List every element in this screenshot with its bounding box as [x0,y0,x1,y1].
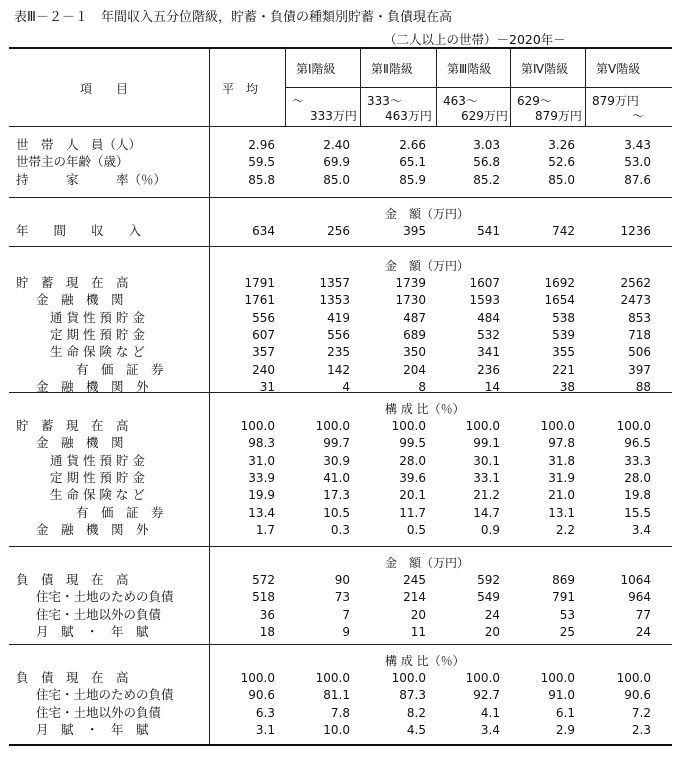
value-cell: 18 [259,624,275,639]
value-cell: 10.5 [323,505,350,520]
value-cell: 33.9 [248,470,275,485]
value-cell: 0.5 [406,522,426,537]
value-cell: 30.9 [323,453,350,468]
class-range-bottom-1: 333万円 [310,109,357,123]
row-label: 住宅・土地のための負債 [36,687,174,703]
value-cell: 39.6 [399,470,426,485]
class-range-bottom-2: 463万円 [385,109,432,123]
value-cell: 1739 [395,276,426,290]
class-header-5: 第Ⅴ階級 [596,62,641,76]
row-label: 金 融 機 関 [36,292,124,308]
value-cell: 245 [403,573,426,587]
value-cell: 742 [552,224,575,238]
value-cell: 689 [403,327,426,342]
value-cell: 484 [477,310,500,325]
value-cell: 2473 [620,293,651,308]
value-cell: 81.1 [323,688,350,703]
class-range-top-1: ～ [292,94,305,108]
row-label: 住宅・土地のための負債 [36,589,174,605]
value-cell: 240 [252,362,275,377]
class-range-top-4: 629～ [517,94,552,108]
value-cell: 65.1 [399,155,426,170]
value-cell: 592 [477,573,500,587]
value-cell: 100.0 [240,671,275,685]
value-cell: 14 [484,379,500,394]
value-cell: 77 [635,607,651,622]
value-cell: 88 [635,379,651,394]
value-cell: 3.1 [255,722,275,737]
value-cell: 791 [552,590,575,605]
value-cell: 100.0 [540,671,575,685]
row-label: 金 融 機 関 [36,435,124,451]
row-label: 生 命 保 険 な ど [50,487,145,503]
value-cell: 964 [628,590,651,605]
value-cell: 572 [252,573,275,587]
row-label: 月 賦 ・ 年 賦 [36,623,149,639]
value-cell: 15.5 [624,505,651,520]
value-cell: 87.3 [399,688,426,703]
value-cell: 4 [342,379,350,394]
value-cell: 2.96 [248,138,275,152]
value-cell: 419 [327,310,350,325]
value-cell: 21.2 [473,488,500,503]
value-cell: 85.0 [323,172,350,187]
value-cell: 8.2 [406,705,426,720]
class-range-bottom-5: ～ [632,109,645,123]
value-cell: 85.8 [248,172,275,187]
value-cell: 395 [403,224,426,238]
value-cell: 90.6 [624,688,651,703]
value-cell: 41.0 [323,470,350,485]
value-cell: 92.7 [473,688,500,703]
value-cell: 2562 [620,276,651,290]
value-cell: 19.8 [624,488,651,503]
row-label: 月 賦 ・ 年 賦 [36,721,149,737]
value-cell: 100.0 [616,671,651,685]
value-cell: 100.0 [465,671,500,685]
value-cell: 100.0 [240,419,275,433]
value-cell: 355 [552,345,575,360]
value-cell: 53.0 [624,155,651,170]
value-cell: 1692 [544,276,575,290]
value-cell: 214 [403,590,426,605]
value-cell: 1730 [395,293,426,308]
row-label: 通 貨 性 預 貯 金 [50,309,145,325]
section-unit-label: 構 成 比（％） [385,654,465,668]
value-cell: 1607 [469,276,500,290]
value-cell: 541 [477,224,500,238]
value-cell: 56.8 [473,155,500,170]
row-label: 世帯主の年齢（歳） [16,154,129,170]
value-cell: 3.03 [473,138,500,152]
value-cell: 31.8 [548,453,575,468]
value-cell: 9 [342,624,350,639]
section-unit-label: 金 額（万円） [385,207,470,221]
row-label: 貯 蓄 現 在 高 [16,418,129,433]
value-cell: 235 [327,345,350,360]
value-cell: 20.1 [399,488,426,503]
value-cell: 33.3 [624,453,651,468]
row-label: 定 期 性 預 貯 金 [50,469,145,485]
value-cell: 90.6 [248,688,275,703]
value-cell: 59.5 [248,155,275,170]
value-cell: 3.4 [480,722,500,737]
value-cell: 20 [410,607,426,622]
value-cell: 1791 [244,276,275,290]
value-cell: 100.0 [616,419,651,433]
value-cell: 539 [552,327,575,342]
value-cell: 21.0 [548,488,575,503]
value-cell: 7.8 [330,705,350,720]
value-cell: 91.0 [548,688,575,703]
value-cell: 11.7 [399,505,426,520]
value-cell: 221 [552,362,575,377]
value-cell: 20 [484,624,500,639]
class-range-top-5: 879万円 [592,94,639,108]
value-cell: 1353 [319,293,350,308]
value-cell: 718 [628,327,651,342]
value-cell: 487 [403,310,426,325]
value-cell: 2.2 [555,522,575,537]
value-cell: 397 [628,362,651,377]
value-cell: 96.5 [624,436,651,451]
value-cell: 869 [552,573,575,587]
top-rule [9,47,672,49]
section-separator [9,644,672,645]
value-cell: 25 [559,624,575,639]
row-label: 住宅・土地以外の負債 [36,704,162,720]
table-title: 表Ⅲ－２－１ 年間収入五分位階級，貯蓄・負債の種類別貯蓄・負債現在高 [14,10,452,25]
value-cell: 28.0 [399,453,426,468]
value-cell: 1357 [319,276,350,290]
value-cell: 4.5 [406,722,426,737]
value-cell: 13.4 [248,505,275,520]
value-cell: 31.9 [548,470,575,485]
value-cell: 33.1 [473,470,500,485]
value-cell: 24 [635,624,651,639]
value-cell: 28.0 [624,470,651,485]
value-cell: 69.9 [323,155,350,170]
value-cell: 607 [252,327,275,342]
value-cell: 556 [327,327,350,342]
value-cell: 100.0 [391,419,426,433]
row-label: 定 期 性 預 貯 金 [50,326,145,342]
section-separator [9,197,672,198]
value-cell: 142 [327,362,350,377]
value-cell: 8 [418,379,426,394]
value-cell: 853 [628,310,651,325]
value-cell: 36 [259,607,275,622]
value-cell: 350 [403,345,426,360]
value-cell: 19.9 [248,488,275,503]
section-unit-label: 金 額（万円） [385,556,470,570]
row-label: 負 債 現 在 高 [16,670,129,685]
value-cell: 11 [410,624,426,639]
value-cell: 3.4 [631,522,651,537]
class-header-midline [285,87,672,88]
value-cell: 6.3 [255,705,275,720]
header-bottom-rule [9,126,672,127]
value-cell: 73 [334,590,350,605]
class-range-top-2: 333～ [367,94,402,108]
value-cell: 1236 [620,224,651,238]
row-label: 有 価 証 券 [76,361,164,377]
value-cell: 10.0 [323,722,350,737]
value-cell: 38 [559,379,575,394]
value-cell: 341 [477,345,500,360]
value-cell: 100.0 [465,419,500,433]
value-cell: 97.8 [548,436,575,451]
value-cell: 99.7 [323,436,350,451]
average-header: 平 均 [222,82,259,96]
value-cell: 256 [327,224,350,238]
value-cell: 1064 [620,573,651,587]
value-cell: 90 [334,573,350,587]
class-header-3: 第Ⅲ階級 [447,62,492,76]
value-cell: 31 [259,379,275,394]
value-cell: 1.7 [255,522,275,537]
section-separator [9,546,672,547]
row-label: 金 融 機 関 外 [36,378,149,394]
row-label: 通 貨 性 預 貯 金 [50,452,145,468]
value-cell: 236 [477,362,500,377]
row-label: 世 帯 人 員（人） [16,137,142,152]
value-cell: 3.26 [548,138,575,152]
row-label: 年 間 収 入 [16,223,142,238]
value-cell: 357 [252,345,275,360]
value-cell: 2.9 [555,722,575,737]
value-cell: 506 [628,345,651,360]
item-column-divider [209,47,210,744]
value-cell: 7.2 [631,705,651,720]
value-cell: 99.5 [399,436,426,451]
value-cell: 14.7 [473,505,500,520]
value-cell: 100.0 [391,671,426,685]
row-label: 有 価 証 券 [76,504,164,520]
class-range-top-3: 463～ [443,94,478,108]
value-cell: 204 [403,362,426,377]
value-cell: 85.2 [473,172,500,187]
class-header-2: 第Ⅱ階級 [371,62,413,76]
value-cell: 52.6 [548,155,575,170]
table-subtitle: （二人以上の世帯）－2020年－ [384,32,566,47]
value-cell: 4.1 [480,705,500,720]
row-label: 生 命 保 険 な ど [50,344,145,360]
value-cell: 538 [552,310,575,325]
value-cell: 53 [559,607,575,622]
class-header-4: 第Ⅳ階級 [521,62,569,76]
value-cell: 3.43 [624,138,651,152]
value-cell: 99.1 [473,436,500,451]
bottom-rule [9,744,672,746]
value-cell: 1654 [544,293,575,308]
value-cell: 634 [252,224,275,238]
class-header-1: 第Ⅰ階級 [296,62,336,76]
row-label: 金 融 機 関 外 [36,521,149,537]
value-cell: 100.0 [315,671,350,685]
section-separator [9,246,672,247]
item-header: 項 目 [80,82,129,96]
value-cell: 100.0 [315,419,350,433]
value-cell: 85.0 [548,172,575,187]
row-label: 住宅・土地以外の負債 [36,606,162,622]
value-cell: 532 [477,327,500,342]
value-cell: 6.1 [555,705,575,720]
value-cell: 2.66 [399,138,426,152]
value-cell: 98.3 [248,436,275,451]
row-label: 負 債 現 在 高 [16,572,129,587]
value-cell: 549 [477,590,500,605]
class-range-bottom-4: 879万円 [535,109,582,123]
value-cell: 556 [252,310,275,325]
row-label: 持 家 率（％） [16,171,167,187]
value-cell: 0.3 [330,522,350,537]
value-cell: 24 [484,607,500,622]
value-cell: 100.0 [540,419,575,433]
value-cell: 85.9 [399,172,426,187]
section-unit-label: 金 額（万円） [385,259,470,273]
class-range-bottom-3: 629万円 [461,109,508,123]
row-label: 貯 蓄 現 在 高 [16,275,129,290]
value-cell: 87.6 [624,172,651,187]
value-cell: 31.0 [248,453,275,468]
value-cell: 1593 [469,293,500,308]
value-cell: 7 [342,607,350,622]
value-cell: 2.40 [323,138,350,152]
value-cell: 1761 [244,293,275,308]
value-cell: 2.3 [631,722,651,737]
value-cell: 518 [252,590,275,605]
value-cell: 17.3 [323,488,350,503]
value-cell: 0.9 [480,522,500,537]
section-unit-label: 構 成 比（％） [385,402,465,416]
value-cell: 13.1 [548,505,575,520]
value-cell: 30.1 [473,453,500,468]
